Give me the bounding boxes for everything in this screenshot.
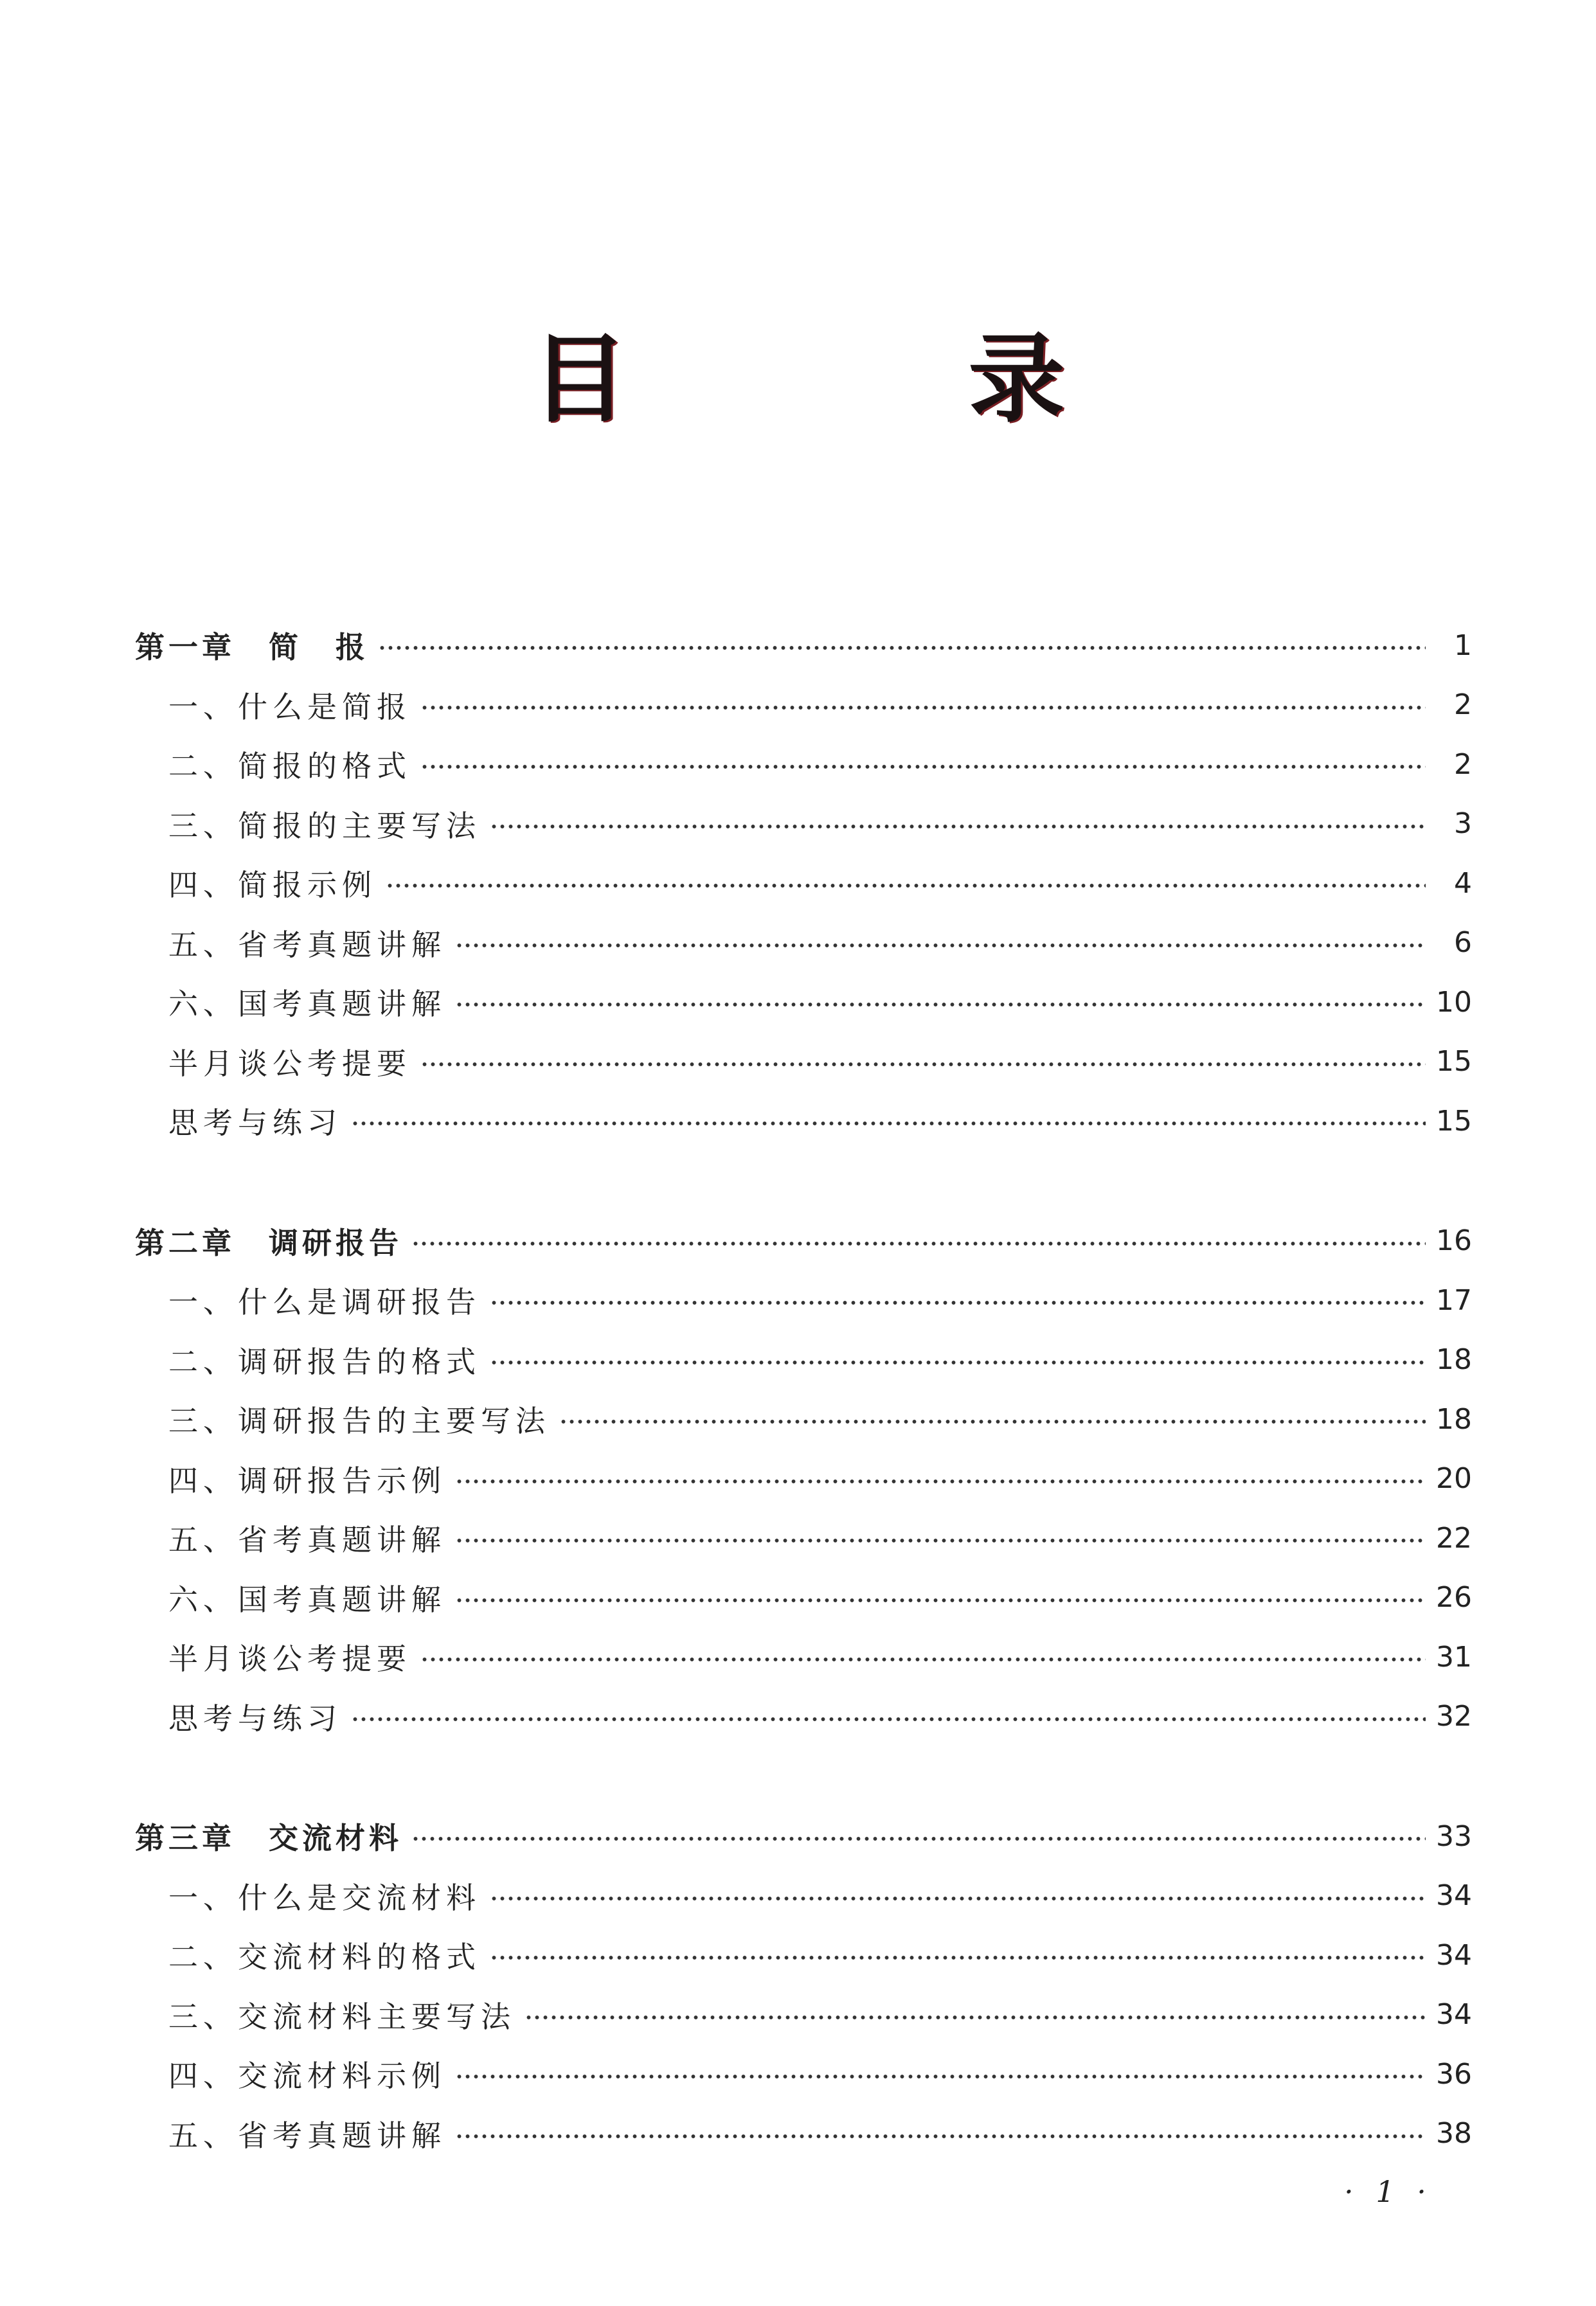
- dot-leader: [490, 1300, 1426, 1306]
- toc-section-entry[interactable]: [135, 1866, 1472, 1926]
- chapter-3: [135, 1807, 1472, 2163]
- dot-leader: [420, 764, 1426, 770]
- toc-section-entry[interactable]: [135, 1508, 1472, 1568]
- chapter-title: 第三章 交流材料: [135, 1821, 402, 1856]
- toc-section-entry[interactable]: [135, 2104, 1472, 2164]
- dot-leader: [411, 1836, 1426, 1842]
- page-number: 34: [1436, 1879, 1472, 1913]
- chapter-title: 第二章 调研报告: [135, 1225, 402, 1260]
- dot-leader: [490, 823, 1426, 830]
- section-title: 三、调研报告的主要写法: [168, 1404, 550, 1439]
- page-number: 38: [1436, 2117, 1472, 2150]
- toc-section-entry[interactable]: [135, 1926, 1472, 1985]
- section-title: 半月谈公考提要: [168, 1046, 411, 1081]
- page-title: 目 录: [531, 323, 1187, 436]
- section-title: 六、国考真题讲解: [168, 987, 446, 1022]
- toc-chapter-entry[interactable]: [135, 616, 1472, 675]
- page-number: 17: [1436, 1283, 1472, 1317]
- section-title: 六、国考真题讲解: [168, 1582, 446, 1617]
- page-number: 31: [1436, 1640, 1472, 1674]
- toc-section-entry[interactable]: [135, 1627, 1472, 1687]
- page-number: 32: [1436, 1700, 1472, 1733]
- page-number: 10: [1436, 985, 1472, 1019]
- chapter-2: [135, 1211, 1472, 1747]
- toc-section-entry[interactable]: [135, 1687, 1472, 1747]
- page-number: 6: [1454, 926, 1472, 960]
- section-title: 二、交流材料的格式: [168, 1940, 481, 1975]
- toc-section-entry[interactable]: [135, 1091, 1472, 1151]
- section-title: 思考与练习: [168, 1701, 342, 1736]
- table-of-contents: [135, 616, 1472, 2163]
- dot-leader: [455, 2073, 1426, 2080]
- page-number: 2: [1454, 747, 1472, 781]
- section-title: 四、简报示例: [168, 868, 377, 903]
- toc-section-entry[interactable]: [135, 1390, 1472, 1449]
- section-title: 三、交流材料主要写法: [168, 1999, 516, 2034]
- section-title: 思考与练习: [168, 1105, 342, 1141]
- section-title: 三、简报的主要写法: [168, 808, 481, 843]
- section-title: 二、调研报告的格式: [168, 1344, 481, 1379]
- dot-leader: [351, 1120, 1426, 1127]
- section-title: 二、简报的格式: [168, 749, 411, 784]
- dot-leader: [420, 704, 1426, 711]
- dot-leader: [455, 1537, 1426, 1544]
- page-number: 34: [1436, 1938, 1472, 1972]
- dot-leader: [420, 1061, 1426, 1068]
- section-title: 四、调研报告示例: [168, 1463, 446, 1498]
- toc-section-entry[interactable]: [135, 854, 1472, 913]
- dot-leader: [386, 882, 1426, 889]
- dot-leader: [411, 1240, 1426, 1247]
- dot-leader: [378, 645, 1426, 651]
- toc-section-entry[interactable]: [135, 1032, 1472, 1092]
- page-number: 4: [1454, 866, 1472, 900]
- section-title: 一、什么是简报: [168, 689, 411, 724]
- page-number: 3: [1454, 807, 1472, 841]
- page-number: 18: [1436, 1402, 1472, 1436]
- page-number: 26: [1436, 1581, 1472, 1614]
- section-title: 半月谈公考提要: [168, 1641, 411, 1677]
- toc-chapter-entry[interactable]: [135, 1211, 1472, 1271]
- dot-leader: [490, 1359, 1426, 1366]
- dot-leader: [525, 2014, 1426, 2021]
- section-title: 一、什么是交流材料: [168, 1880, 481, 1915]
- page-number: 15: [1436, 1104, 1472, 1138]
- chapter-1: [135, 616, 1472, 1151]
- page-number: 34: [1436, 1998, 1472, 2032]
- dot-leader: [351, 1716, 1426, 1722]
- page-number: 1: [1454, 629, 1472, 662]
- toc-section-entry[interactable]: [135, 972, 1472, 1032]
- section-title: 五、省考真题讲解: [168, 1523, 446, 1558]
- toc-section-entry[interactable]: [135, 913, 1472, 973]
- toc-section-entry[interactable]: [135, 675, 1472, 735]
- toc-section-entry[interactable]: [135, 1985, 1472, 2045]
- page-folio: · 1 ·: [1344, 2174, 1433, 2209]
- toc-section-entry[interactable]: [135, 1449, 1472, 1509]
- dot-leader: [455, 1597, 1426, 1604]
- toc-chapter-entry[interactable]: [135, 1807, 1472, 1866]
- toc-section-entry[interactable]: [135, 1568, 1472, 1628]
- page-number: 20: [1436, 1462, 1472, 1496]
- page-number: 16: [1436, 1224, 1472, 1258]
- toc-section-entry[interactable]: [135, 2044, 1472, 2104]
- dot-leader: [559, 1418, 1426, 1425]
- page-number: 15: [1436, 1045, 1472, 1078]
- dot-leader: [455, 1478, 1426, 1485]
- section-title: 五、省考真题讲解: [168, 2118, 446, 2153]
- section-title: 四、交流材料示例: [168, 2059, 446, 2094]
- section-title: 一、什么是调研报告: [168, 1285, 481, 1320]
- page-number: 22: [1436, 1521, 1472, 1555]
- dot-leader: [455, 2133, 1426, 2140]
- dot-leader: [455, 942, 1426, 949]
- dot-leader: [420, 1656, 1426, 1663]
- page-number: 18: [1436, 1343, 1472, 1377]
- toc-section-entry[interactable]: [135, 1271, 1472, 1330]
- toc-section-entry[interactable]: [135, 735, 1472, 794]
- chapter-title: 第一章 简 报: [135, 630, 369, 665]
- page-number: 36: [1436, 2057, 1472, 2091]
- page-number: 2: [1454, 688, 1472, 722]
- dot-leader: [455, 1001, 1426, 1008]
- section-title: 五、省考真题讲解: [168, 927, 446, 962]
- dot-leader: [490, 1954, 1426, 1961]
- page-number: 33: [1436, 1819, 1472, 1853]
- dot-leader: [490, 1895, 1426, 1902]
- toc-section-entry[interactable]: [135, 794, 1472, 854]
- toc-section-entry[interactable]: [135, 1330, 1472, 1390]
